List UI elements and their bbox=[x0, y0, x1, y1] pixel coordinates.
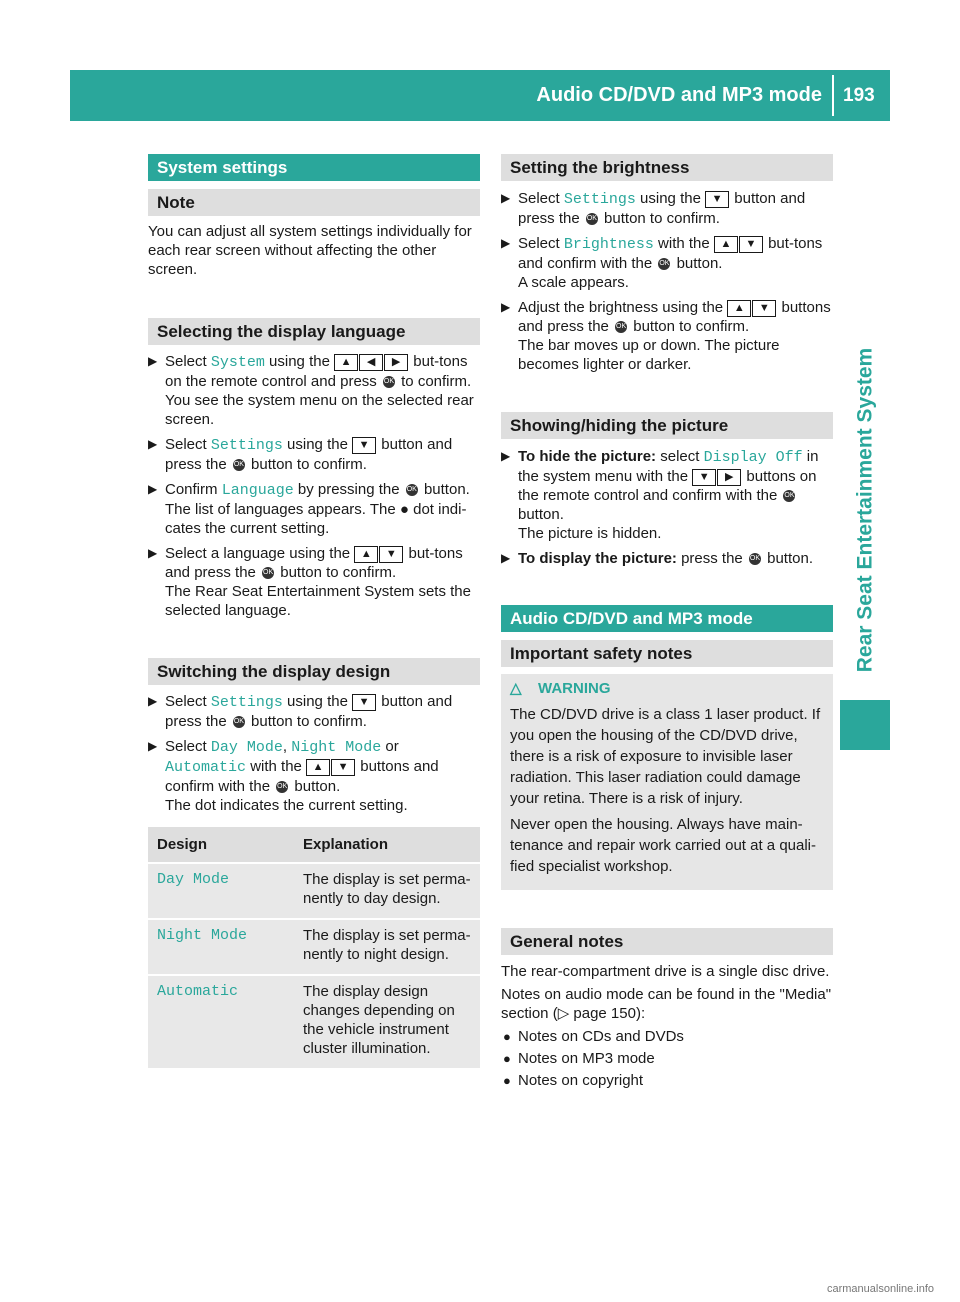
right-key-icon: ▶ bbox=[384, 354, 408, 371]
watermark: carmanualsonline.info bbox=[826, 1283, 934, 1295]
table-cell-explanation: The display design changes depending on the vehicle instrument cluster illumination. bbox=[294, 975, 480, 1069]
ok-button-icon: OK bbox=[383, 376, 395, 388]
section-heading-display-design: Switching the display design bbox=[148, 658, 480, 685]
right-column bbox=[501, 154, 833, 1093]
section-heading-display-language: Selecting the display language bbox=[148, 318, 480, 345]
section-heading-system-settings: System settings bbox=[148, 154, 480, 181]
step: ▶ Select a language using the ▲ ▼ but-tons and press the OK button to confirm. The Rear Seat Entertainment System sets the selected language. bbox=[148, 545, 471, 619]
table-cell-design: Night Mode bbox=[148, 919, 294, 975]
step-arrow-icon: ▶ bbox=[501, 236, 511, 250]
ok-button-icon: OK bbox=[262, 567, 274, 579]
step-arrow-icon: ▶ bbox=[501, 449, 511, 463]
warning-text: Never open the housing. Always have main-tenance and repair work carried out at a quali-fied specialist workshop. bbox=[510, 816, 817, 875]
down-key-icon: ▼ bbox=[352, 437, 376, 454]
step-arrow-icon: ▶ bbox=[501, 191, 511, 205]
step: ▶ Select Day Mode, Night Mode or Automatic with the ▲ ▼ buttons and confirm with the OK button. The dot indicates the current setting. bbox=[148, 738, 439, 814]
header-divider bbox=[832, 75, 834, 116]
section-heading-audio: Audio CD/DVD and MP3 mode bbox=[501, 605, 833, 632]
left-key-icon: ◀ bbox=[359, 354, 383, 371]
step: ▶ To display the picture: press the OK button. bbox=[501, 550, 813, 567]
ok-button-icon: OK bbox=[233, 716, 245, 728]
table-cell-explanation: The display is set perma-nently to day design. bbox=[294, 863, 480, 919]
step-arrow-icon: ▶ bbox=[148, 482, 158, 496]
table-header-row bbox=[148, 827, 480, 863]
ok-button-icon: OK bbox=[783, 490, 795, 502]
step: ▶ Select Brightness with the ▲ ▼ but-tons and confirm with the OK button. A scale appears. bbox=[501, 235, 823, 291]
ok-button-icon: OK bbox=[586, 213, 598, 225]
step-arrow-icon: ▶ bbox=[148, 739, 158, 753]
ok-button-icon: OK bbox=[749, 553, 761, 565]
side-tab-label: Rear Seat Entertainment System bbox=[853, 347, 877, 673]
list-item: ● Notes on MP3 mode bbox=[503, 1050, 655, 1067]
list-item: ● Notes on copyright bbox=[503, 1072, 644, 1089]
ok-button-icon: OK bbox=[658, 258, 670, 270]
bullet-icon: ● bbox=[503, 1073, 511, 1088]
section-heading-brightness: Setting the brightness bbox=[501, 154, 833, 181]
general-text: Notes on audio mode can be found in the "Media" section (▷ page 150): bbox=[501, 986, 832, 1022]
section-heading-picture: Showing/hiding the picture bbox=[501, 412, 833, 439]
bullet-icon: ● bbox=[503, 1029, 511, 1044]
table-row bbox=[148, 975, 480, 1069]
right-key-icon: ▶ bbox=[717, 469, 741, 486]
step: ▶ Select Settings using the ▼ button and press the OK button to confirm. bbox=[148, 436, 453, 473]
left-column bbox=[148, 154, 480, 1070]
table-row bbox=[148, 919, 480, 975]
up-key-icon: ▲ bbox=[727, 300, 751, 317]
up-key-icon: ▲ bbox=[334, 354, 358, 371]
step: ▶ To hide the picture: select Display Off in the system menu with the ▼ ▶ buttons on the remote control and confirm with the OK button. The picture is hidden. bbox=[501, 448, 819, 542]
down-key-icon: ▼ bbox=[379, 546, 403, 563]
step-arrow-icon: ▶ bbox=[148, 694, 158, 708]
section-heading-general: General notes bbox=[501, 928, 833, 955]
list-item: ● Notes on CDs and DVDs bbox=[503, 1028, 684, 1045]
step-arrow-icon: ▶ bbox=[148, 437, 158, 451]
design-table bbox=[148, 827, 480, 1070]
general-text: The rear-compartment drive is a single disc drive. bbox=[501, 963, 830, 980]
section-heading-safety: Important safety notes bbox=[501, 640, 833, 667]
note-text: You can adjust all system settings individually for each rear screen without affecting the other screen. bbox=[148, 223, 472, 278]
down-key-icon: ▼ bbox=[705, 191, 729, 208]
table-cell-explanation: The display is set perma-nently to night design. bbox=[294, 919, 480, 975]
step: ▶ Select Settings using the ▼ button and press the OK button to confirm. bbox=[148, 693, 453, 730]
down-key-icon: ▼ bbox=[752, 300, 776, 317]
ok-button-icon: OK bbox=[233, 459, 245, 471]
up-key-icon: ▲ bbox=[714, 236, 738, 253]
step-arrow-icon: ▶ bbox=[148, 354, 158, 368]
table-cell-design: Automatic bbox=[148, 975, 294, 1069]
page-number: 193 bbox=[843, 85, 875, 106]
page-header-title: Audio CD/DVD and MP3 mode bbox=[536, 84, 822, 106]
step: ▶ Confirm Language by pressing the OK button. The list of languages appears. The ● dot indi-cates the current setting. bbox=[148, 481, 470, 537]
side-tab-block bbox=[840, 700, 890, 750]
step: ▶ Select Settings using the ▼ button and press the OK button to confirm. bbox=[501, 190, 806, 227]
warning-text: The CD/DVD drive is a class 1 laser product. If you open the housing of the CD/DVD drive, there is a risk of exposure to invisible laser radiation. This laser radiation could damage your retina. There is a risk of injury. bbox=[510, 706, 821, 807]
step-arrow-icon: ▶ bbox=[501, 300, 511, 314]
up-key-icon: ▲ bbox=[354, 546, 378, 563]
step: ▶ Select System using the ▲ ◀ ▶ but-tons on the remote control and press OK to confirm. You see the system menu on the selected rear screen. bbox=[148, 353, 474, 428]
down-key-icon: ▼ bbox=[352, 694, 376, 711]
down-key-icon: ▼ bbox=[739, 236, 763, 253]
table-header-cell: Design bbox=[148, 827, 294, 863]
step-arrow-icon: ▶ bbox=[148, 546, 158, 560]
step-arrow-icon: ▶ bbox=[501, 551, 511, 565]
table-row bbox=[148, 863, 480, 919]
down-key-icon: ▼ bbox=[692, 469, 716, 486]
step: ▶ Adjust the brightness using the ▲ ▼ buttons and press the OK button to confirm. The bar moves up or down. The picture becomes lighter or darker. bbox=[501, 299, 831, 373]
warning-title: WARNING bbox=[538, 680, 611, 697]
ok-button-icon: OK bbox=[406, 484, 418, 496]
bullet-icon: ● bbox=[503, 1051, 511, 1066]
table-header-cell: Explanation bbox=[294, 827, 480, 863]
ok-button-icon: OK bbox=[276, 781, 288, 793]
warning-box bbox=[501, 674, 833, 890]
warning-triangle-icon: △ bbox=[510, 680, 522, 697]
table-cell-design: Day Mode bbox=[148, 863, 294, 919]
up-key-icon: ▲ bbox=[306, 759, 330, 776]
down-key-icon: ▼ bbox=[331, 759, 355, 776]
ok-button-icon: OK bbox=[615, 321, 627, 333]
section-heading-note: Note bbox=[148, 189, 480, 216]
